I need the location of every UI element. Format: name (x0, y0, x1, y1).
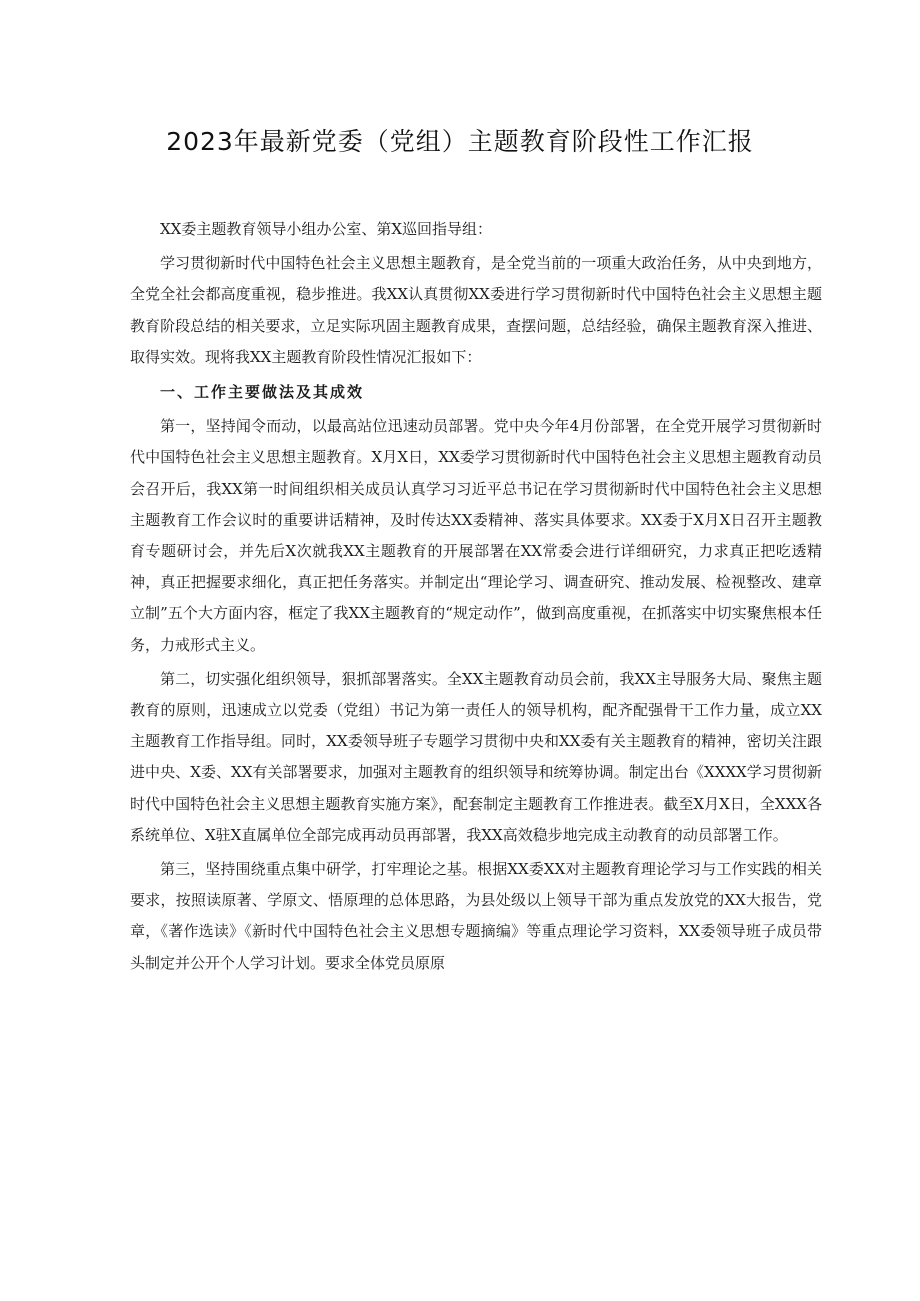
document-body (130, 214, 822, 982)
paragraph-first: 第一，坚持闻令而动，以最高站位迅速动员部署。党中央今年4月份部署，在全党开展学习贯彻新时代中国特色社会主义思想主题教育。X月X日，XX委学习贯彻新时代中国特色社会主义思想主题教育动员会召开后，我XX第一时间组织相关成员认真学习习近平总书记在学习贯彻新时代中国特色社会主义思想主题教育工作会议时的重要讲话精神，及时传达XX委精神、落实具体要求。XX委于X月X日召开主题教育专题研讨会，并先后X次就我XX主题教育的开展部署在XX常委会进行详细研究，力求真正把吃透精神，真正把握要求细化，真正把任务落实。并制定出“理论学习、调查研究、推动发展、检视整改、建章立制”五个大方面内容，框定了我XX主题教育的“规定动作”，做到高度重视，在抓落实中切实聚焦根本任务，力戒形式主义。 (130, 417, 822, 654)
intro-paragraph: 学习贯彻新时代中国特色社会主义思想主题教育，是全党当前的一项重大政治任务，从中央到地方，全党全社会都高度重视，稳步推进。我XX认真贯彻XX委进行学习贯彻新时代中国特色社会主义思想主题教育阶段总结的相关要求，立足实际巩固主题教育成果，查摆问题，总结经验，确保主题教育深入推进、取得实效。现将我XX主题教育阶段性情况汇报如下： (130, 254, 822, 366)
paragraph-second: 第二，切实强化组织领导，狠抓部署落实。全XX主题教育动员会前，我XX主导服务大局、聚焦主题教育的原则，迅速成立以党委（党组）书记为第一责任人的领导机构，配齐配强骨干工作力量，成立XX主题教育工作指导组。同时，XX委领导班子专题学习贯彻中央和XX委有关主题教育的精神，密切关注跟进中央、X委、XX有关部署要求，加强对主题教育的组织领导和统筹协调。制定出台《XXXX学习贯彻新时代中国特色社会主义思想主题教育实施方案》，配套制定主题教育工作推进表。截至X月X日，全XXX各系统单位、X驻X直属单位全部完成再动员再部署，我XX高效稳步地完成主动教育的动员部署工作。 (130, 669, 822, 844)
section-heading: 一、工作主要做法及其成效 (160, 383, 365, 402)
paragraph-third: 第三，坚持围绕重点集中研学，打牢理论之基。根据XX委XX对主题教育理论学习与工作实践的相关要求，按照读原著、学原文、悟原理的总体思路，为县处级以上领导干部为重点发放党的XX大报告，党章，《著作选读》《新时代中国特色社会主义思想专题摘编》等重点理论学习资料，XX委领导班子成员带头制定并公开个人学习计划。要求全体党员原原 (130, 860, 822, 972)
salutation: XX委主题教育领导小组办公室、第X巡回指导组： (160, 220, 493, 238)
document-title: 2023年最新党委（党组）主题教育阶段性工作汇报 (166, 127, 754, 156)
